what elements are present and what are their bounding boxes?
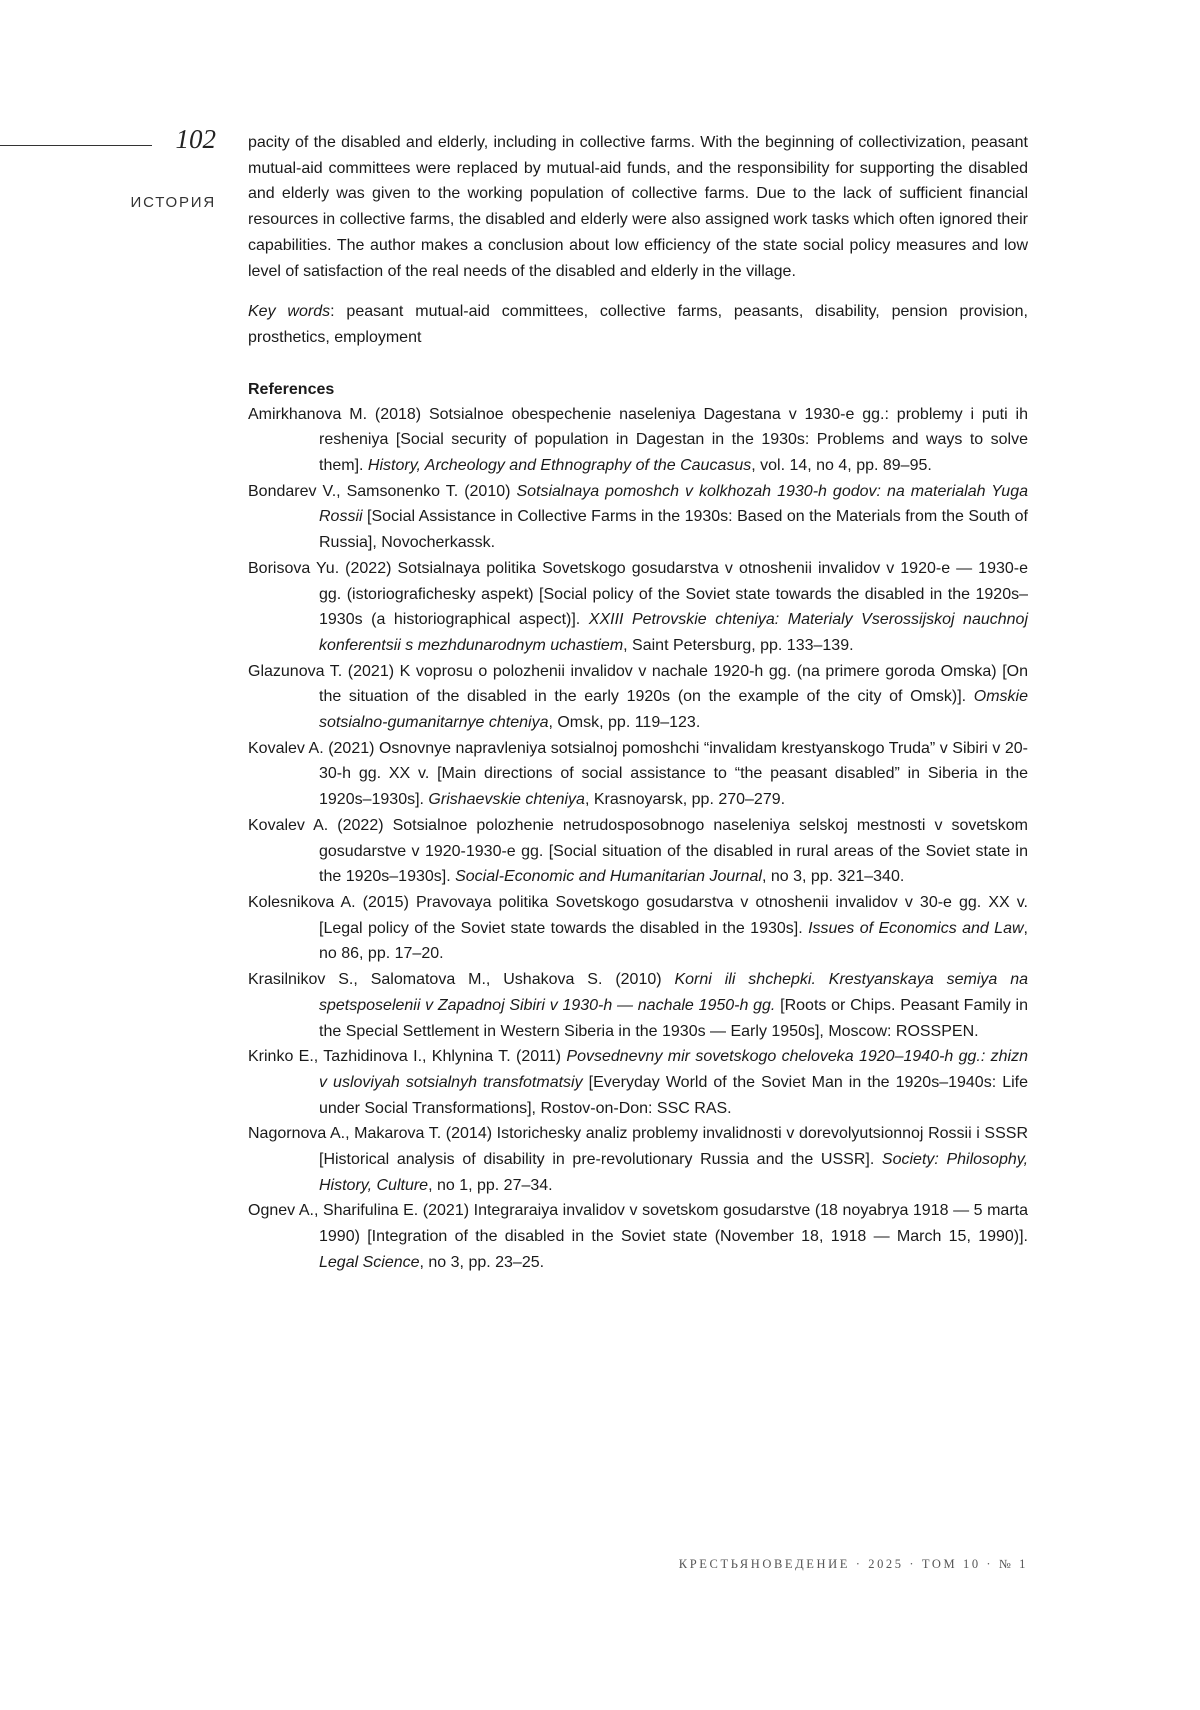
reference-text: Krasilnikov S., Salomatova M., Ushakova S. (2010)	[248, 971, 675, 989]
reference-title-italic: Omskie sotsialno-gumanitarnye chteniya	[319, 688, 1028, 732]
header-rule	[0, 145, 152, 146]
reference-text: Borisova Yu. (2022) Sotsialnaya politika Sovetskogo gosudarstva v otnoshenii invalidov v 1920-e — 1930-e gg. (istoriografichesky aspekt) [Social policy of the Soviet state towards the disabled in the 1920s–1930s (a historiographical aspect)].	[248, 559, 1028, 629]
reference-item	[248, 967, 1028, 1044]
reference-text: [Social Assistance in Collective Farms in the 1930s: Based on the Materials from the South of Russia], Novocherkassk.	[319, 508, 1028, 552]
reference-title-italic: Grishaevskie chteniya	[428, 791, 585, 809]
keywords-text: : peasant mutual-aid committees, collective farms, peasants, disability, pension provision, prosthetics, employment	[248, 303, 1029, 346]
keywords-paragraph	[248, 299, 1028, 350]
section-label: ИСТОРИЯ	[130, 194, 216, 211]
reference-text: Kolesnikova A. (2015) Pravovaya politika Sovetskogo gosudarstva v otnoshenii invalidov v 30-e gg. XX v. [Legal policy of the Soviet state towards the disabled in the 1930s].	[248, 893, 1028, 937]
abstract-paragraph: pacity of the disabled and elderly, including in collective farms. With the beginning of collectivization, peasant mutual-aid committees were replaced by mutual-aid funds, and the responsibility for supporting the disabled and elderly was given to the working population of collective farms. Due to the lack of sufficient financial resources in collective farms, the disabled and elderly were also assigned work tasks which often ignored their capabilities. The author makes a conclusion about low efficiency of the state social policy measures and low level of satisfaction of the real needs of the disabled and elderly in the village.	[248, 134, 1028, 280]
reference-text: Ognev A., Sharifulina E. (2021) Integraraiya invalidov v sovetskom gosudarstve (18 noyabrya 1918 — 5 marta 1990) [Integration of the disabled in the Soviet state (November 18, 1918 — March 15, 1990)].	[248, 1202, 1028, 1246]
references-heading: References	[248, 380, 335, 398]
reference-item	[248, 736, 1028, 813]
reference-text: , no 1, pp. 27–34.	[428, 1176, 553, 1194]
reference-text: , no 86, pp. 17–20.	[319, 919, 1028, 963]
reference-item	[248, 556, 1028, 659]
reference-item	[248, 1121, 1028, 1198]
reference-item	[248, 659, 1028, 736]
reference-text: Kovalev A. (2022) Sotsialnoe polozhenie netrudosposobnogo naseleniya selskoj mestnosti v sovetskom gosudarstve v 1920-1930-e gg. [Social situation of the disabled in rural areas of the Soviet state in the 1920s–1930s].	[248, 816, 1028, 886]
reference-title-italic: XXIII Petrovskie chteniya: Materialy Vserossijskoj nauchnoj konferentsii s mezhdunarodnym uchastiem	[319, 611, 1029, 654]
reference-item	[248, 813, 1028, 890]
reference-item	[248, 479, 1028, 556]
reference-item	[248, 402, 1028, 479]
reference-title-italic: History, Archeology and Ethnography of the Caucasus	[367, 457, 752, 475]
reference-item	[248, 1044, 1028, 1121]
references-list	[248, 402, 1028, 1276]
reference-text: Glazunova T. (2021) K voprosu o polozhenii invalidov v nachale 1920-h gg. (na primere goroda Omska) [On the situation of the disabled in the early 1920s (on the example of the city of Omsk)].	[248, 662, 1028, 706]
reference-text: , Omsk, pp. 119–123.	[548, 714, 701, 732]
reference-title-italic: Povsednevny mir sovetskogo cheloveka 1920–1940-h gg.: zhizn v usloviyah sotsialnyh transfotmatsiy	[319, 1048, 1029, 1091]
reference-item	[248, 890, 1028, 967]
reference-title-italic: Legal Science	[319, 1253, 420, 1271]
reference-text: , vol. 14, no 4, pp. 89–95.	[751, 457, 932, 475]
reference-text: Amirkhanova M. (2018) Sotsialnoe obespechenie naseleniya Dagestana v 1930-e gg.: problemy i puti ih resheniya [Social security of population in Dagestan in the 1930s: Problems and ways to solve them].	[248, 405, 1028, 475]
reference-text: [Roots or Chips. Peasant Family in the Special Settlement in Western Siberia in the 1930s — Early 1950s], Moscow: ROSSPEN.	[319, 996, 1029, 1040]
reference-text: , no 3, pp. 321–340.	[761, 868, 905, 886]
reference-text: Kovalev A. (2021) Osnovnye napravleniya sotsialnoj pomoshchi “invalidam krestyanskogo Truda” v Sibiri v 20-30-h gg. XX v. [Main directions of social assistance to “the peasant disabled” in Siberia in the 1920s–1930s].	[248, 739, 1028, 809]
reference-text: Bondarev V., Samsonenko T. (2010)	[248, 482, 517, 500]
reference-title-italic: Social-Economic and Humanitarian Journal	[455, 868, 762, 886]
reference-title-italic: Sotsialnaya pomoshch v kolkhozah 1930-h godov: na materialah Yuga Rossii	[319, 482, 1028, 526]
reference-text: , no 3, pp. 23–25.	[419, 1253, 545, 1271]
page-number: 102	[175, 124, 216, 154]
reference-item	[248, 1198, 1028, 1275]
journal-footer: КРЕСТЬЯНОВЕДЕНИЕ · 2025 · ТОМ 10 · № 1	[678, 1557, 1028, 1571]
reference-title-italic: Society: Philosophy, History, Culture	[319, 1151, 1029, 1194]
reference-title-italic: Issues of Economics and Law	[808, 919, 1024, 937]
reference-text: Krinko E., Tazhidinova I., Khlynina T. (2011)	[248, 1048, 567, 1066]
keywords-label: Key words	[248, 303, 331, 321]
reference-text: [Everyday World of the Soviet Man in the 1920s–1940s: Life under Social Transformations], Rostov-on-Don: SSC RAS.	[319, 1073, 1028, 1117]
reference-title-italic: Korni ili shchepki. Krestyanskaya semiya na spetsposelenii v Zapadnoj Sibiri v 1930-h — nachale 1950-h gg.	[319, 971, 1029, 1014]
reference-text: , Saint Petersburg, pp. 133–139.	[623, 636, 854, 654]
reference-text: , Krasnoyarsk, pp. 270–279.	[584, 791, 786, 809]
main-text	[248, 130, 1028, 1276]
reference-text: Nagornova A., Makarova T. (2014) Istorichesky analiz problemy invalidnosti v dorevolyutsionnoj Rossii i SSSR [Historical analysis of disability in pre-revolutionary Russia and the USSR].	[248, 1125, 1028, 1169]
